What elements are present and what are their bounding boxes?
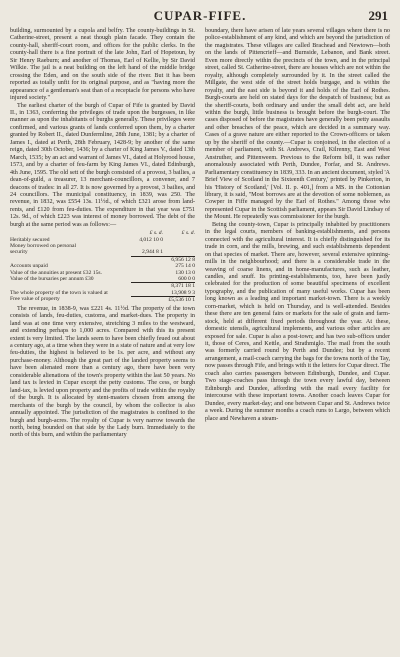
ledger-amount: 130 13 0 (175, 269, 195, 276)
pence-header: d. (158, 230, 163, 237)
ledger-amount: 13,908 9 3 (171, 289, 195, 296)
ledger-row (10, 296, 195, 303)
paragraph: building, surmounted by a cupola and belfry. The county-buildings in St. Catherine-street, present a neat though plain facade. They contain the county-hall, sheriff-court room, and offices for the public clerks. In the county-hall there is a fine portrait of the late John, Earl of Hopetoun, by Sir Henry Raeburn; and another of Thomas, Earl of Kellie, by Sir David Wilkie. The jail is a neat building on the left hand of the middle bridge crossing the Eden, and on the south side of the river. But it has been reported as totally unfit for its original purpose, and as "having more the appearance of a gentleman's seat than of a receptacle for persons who have injured society." (10, 28, 195, 102)
ledger-label (10, 256, 131, 263)
page-number: 291 (368, 8, 388, 23)
ledger-row (10, 282, 195, 289)
ledger-label: security (10, 249, 28, 256)
paragraph: The earliest charter of the burgh of Cupar of Fife is granted by David II., in 1363, conferring the privileges of trade upon the burgesses, in like manner as upon the inhabitants of burghs generally. These privileges were confirmed, and various grants of lands conferred upon them, by a charter granted by Robert II., dated Dunfermline, 28th June, 1381; by a charter of James I., dated at Perth, 28th February, 1428-9; by another of the same reign, dated 30th October, 1436; by a charter of King James V., dated 13th March, 1535; by an act and warrant of James VI., dated at Holyrood house, 1573, and by a charter of feu-farm by King James VI., dated Edinburgh, 4th June, 1595. The old sett of the burgh consisted of a provost, 3 bailies, a dean-of-guild, a treasurer, 13 merchant-councillors, a convener, and 7 deacons of trades: in all 27. It is now governed by a provost, 3 bailies, and 24 councillors. The municipal constituency, in 1839, was 250. The revenue, in 1832, was £554 13s. 11½d., of which £321 arose from land-rents, and £120 from feu-duties. The expenditure in that year was £751 12s. 9d., of which £223 was interest of money borrowed. The debt of the burgh at the same period was as follows:— (10, 102, 195, 228)
shillings-header: s. (185, 230, 190, 237)
paragraph: boundary, there have arisen of late years several villages where there is no police-establishment of any kind, and which are beyond the jurisdiction of the magistrates. These villages are called Brachead and Newtown—both on the lands of Pittencrieff—and Burnside, Lebanon, and Bank street. Even more directly within the precincts of the town, and in the principal street, called St. Catherine-street, there are houses which are not within the royalty, although completely surrounded by it. In the street called the Millgate, the west side of the street holds burgage, and is within the royalty, and the east side is beyond it and holds of the Earl of Rothes. Burgh-courts are held on stated days for the despatch of business; but as the sheriff-courts, both ordinary and under the small debt act, are held within the burgh, little business is brought before the burgh-court. The cases disposed of before the magistrates have generally been petty assaults and other breaches of the peace, which are decided in a summary way. Cases of a grave nature are either reported to the Crown-officers or taken up by the sheriff of the county.—Cupar is conjoined, in the election of a member of parliament, with St. Andrews, Crail, Kilrenny, East and West Anstruther, and Pittenweem. Previous to the Reform bill, it was rather anomalously associated with Perth, Dundee, Forfar, and St. Andrews. Parliamentary constituency in 1839, 333. In an ancient document, styled 'A Brief View of Scotland in the Sixteenth Century,' printed by Pinkerton, in his 'History of Scotland,' [Vol. II. p. 401,] from a MS. in the Cottonian library, it is said, "Most borrows are at the devotion of some noblemen, as Cowper in Fiffe managed by the Earl of Rothes." Among those who represented Cupar in the Scottish parliament, appears Sir David Lindsay of the Mount. He repeatedly was commissioner for the burgh. (205, 28, 390, 221)
ledger-amount: £5,536 10 1 (163, 296, 195, 303)
ledger-amount: 600 0 0 (178, 276, 195, 283)
ledger-amount: 8,371 18 1 (163, 282, 195, 289)
ledger-label: Money borrowed on personal (10, 243, 77, 250)
ledger-label: Free value of property (10, 296, 60, 303)
right-column (205, 28, 390, 440)
ledger-label: Heritably secured (10, 236, 50, 243)
ledger-amount: 2,944 8 1 (142, 249, 163, 256)
paragraph: Being the county-town, Cupar is principally inhabited by practitioners in the legal courts, members of banking-establishments, and persons connected with the agricultural interest. It is chiefly distinguished for its trade in corn, and the mills, brewing, and such establishments dependent on that species of market. There are, however, several extensive spinning-mills in the neighbourhood; and there is a considerable trade in the weaving of coarse linens, and in home-manufactures, such as leather, candles, and snuff. Its printing-establishments, too, have been justly celebrated for the production of some beautiful specimens of excellent typography, and the publication of many useful works. Cupar has been long known as a leading and important market-town. There is a weekly corn-market, which is held on Thursday, and is well-attended. Besides these there are ten general fairs or markets for the sale of grain and farm-stock, held at different fixed periods throughout the year. At these, domestic utensils, agricultural implements, and various other articles are exposed for sale. Cupar is also a post-town; and has two sub-offices under it, those of Ceres, and Kettle, and Strathmiglo. The mail from the south was formerly carried round by Perth and Dundee; but by a recent arrangement, a mail-coach carrying the bags for the towns north of the Tay, now passes through Fife, and brings with it the letters for Cupar direct. The coach also carries passengers between Edinburgh, Dundee, and Cupar. Two stage-coaches pass through the town every lawful day, between Edinburgh and Dundee, affording with the mail every facility for intercourse with these important towns. Another coach leaves Cupar for Dundee, every market-day; and one between Cupar and St. Andrews twice a week. During the summer months a coach runs to Largo, between which place and Newhaven a steam- (205, 221, 390, 422)
ledger-amount (131, 296, 163, 303)
ledger-label: Value of the bursaries per annum £30 (10, 276, 94, 283)
ledger-amount: 6,956 12 8 (163, 256, 195, 263)
ledger-row (10, 256, 195, 263)
ledger-label: Accounts unpaid (10, 263, 48, 270)
ledger-amount: 4,012 10 0 (139, 236, 163, 243)
ledger-amount (131, 282, 163, 289)
ledger-label: The whole property of the town is valued at (10, 289, 108, 296)
debt-ledger (10, 230, 195, 303)
pence-header: d. (190, 230, 195, 237)
shillings-header: s. (153, 230, 158, 237)
currency-header: £ (181, 230, 185, 237)
ledger-amount (131, 256, 163, 263)
running-title: CUPAR-FIFE. (153, 8, 247, 23)
page-header (10, 8, 390, 26)
ledger-label (10, 282, 131, 289)
ledger-amount: 275 14 0 (175, 263, 195, 270)
ledger-label: Value of the annuities at present £32 15s. (10, 269, 102, 276)
paragraph: The revenue, in 1838-9, was £221 4s. 11½d. The property of the town consists of lands, feu-duties, customs, and market-dues. The property in land was at one time very extensive, stretching 3 miles to the westward, and extending perhaps to 1,000 acres. Compared with this its present extent is very limited. The lands seem to have been chiefly feued out about a century ago, at a time when they were in a state of nature and at very low feu-duties, the highest is believed to be 1s. per acre, and without any purchase-money. Although the great part of the landed property seems to have been alienated more than a century ago, there have been very considerable alienations of the town's property within the last 50 years. No land tax is levied in Cupar except the petty customs. The cess, or burgh land-tax, is levied upon property and the profits of trade within the royalty of the burgh. It is allocated by stent-masters chosen from among the merchants of the burgh by the council, by whom the collector is also annually appointed. The jurisdiction of the magistrates is confined to the burgh and burgh-acres. The royalty of Cupar is very narrow towards the north, being bounded on that side by the Lady burn. Immediately to the north of this burn, and within the parliamentary (10, 305, 195, 439)
text-columns (10, 28, 390, 440)
left-column (10, 28, 195, 440)
currency-header: £ (149, 230, 153, 237)
